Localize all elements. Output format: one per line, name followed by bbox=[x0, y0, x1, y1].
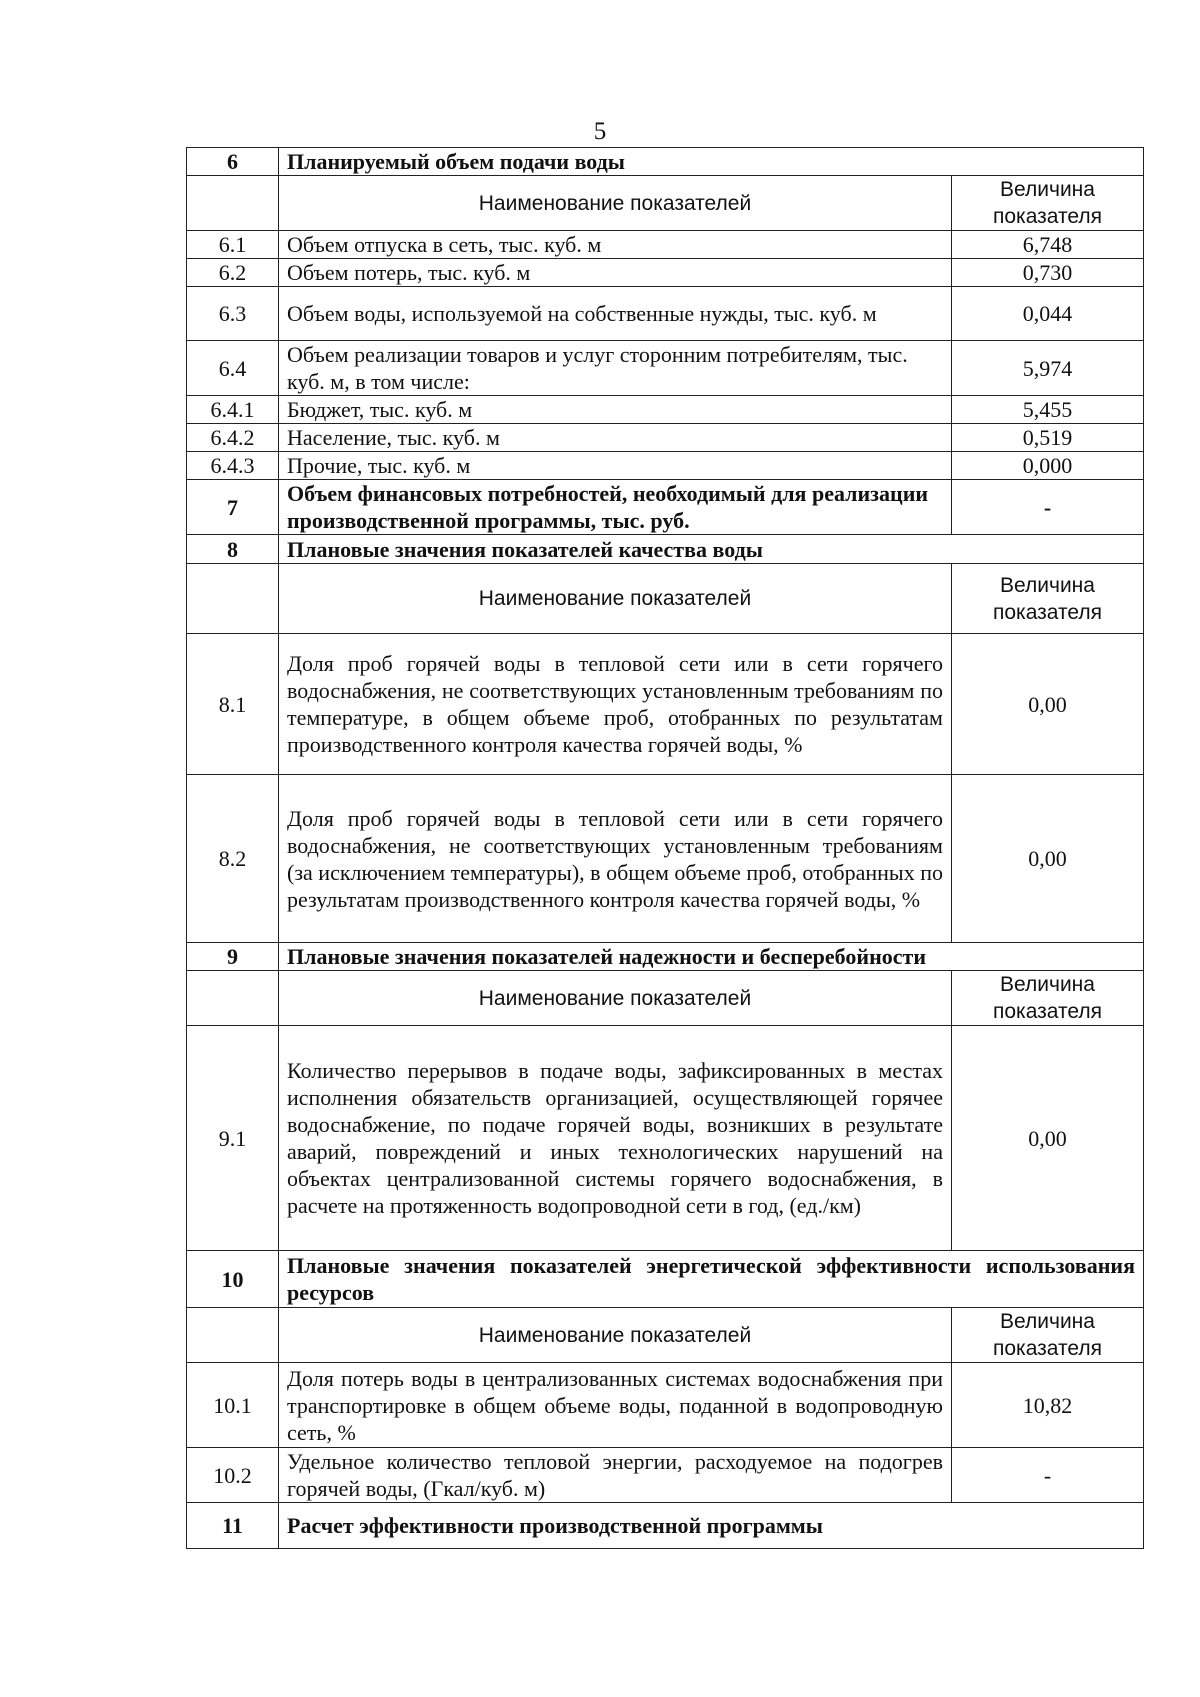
row-value: 0,000 bbox=[951, 452, 1143, 480]
row-value: 10,82 bbox=[951, 1363, 1143, 1448]
column-header-value: Величина показателя bbox=[951, 176, 1143, 231]
table-row bbox=[187, 1448, 1144, 1503]
column-header-value: Величина показателя bbox=[951, 1308, 1143, 1363]
table-row bbox=[187, 341, 1144, 396]
section-11-row bbox=[187, 1503, 1144, 1549]
column-header-name: Наименование показателей bbox=[279, 971, 952, 1026]
section-number: 10 bbox=[187, 1251, 279, 1308]
column-header-row bbox=[187, 176, 1144, 231]
column-header-value: Величина показателя bbox=[951, 971, 1143, 1026]
row-value: 5,974 bbox=[951, 341, 1143, 396]
table-row bbox=[187, 259, 1144, 287]
section-number: 9 bbox=[187, 943, 279, 971]
section-9-row bbox=[187, 943, 1144, 971]
column-header-row bbox=[187, 564, 1144, 634]
section-7-row bbox=[187, 480, 1144, 535]
row-value: 0,730 bbox=[951, 259, 1143, 287]
column-header-name: Наименование показателей bbox=[279, 564, 952, 634]
row-name: Население, тыс. куб. м bbox=[279, 424, 952, 452]
row-value: 0,00 bbox=[951, 634, 1143, 775]
section-value: - bbox=[951, 480, 1143, 535]
page-number: 5 bbox=[593, 118, 607, 145]
table-row bbox=[187, 424, 1144, 452]
row-value: 0,519 bbox=[951, 424, 1143, 452]
row-number: 6.4.3 bbox=[187, 452, 279, 480]
row-name: Объем воды, используемой на собственные нужды, тыс. куб. м bbox=[279, 287, 952, 341]
table-row bbox=[187, 1363, 1144, 1448]
row-number: 6.4.2 bbox=[187, 424, 279, 452]
section-title: Планируемый объем подачи воды bbox=[279, 148, 1144, 176]
section-8-row bbox=[187, 535, 1144, 564]
section-title: Плановые значения показателей качества воды bbox=[279, 535, 1144, 564]
row-number: 6.2 bbox=[187, 259, 279, 287]
row-name: Объем реализации товаров и услуг сторонним потребителям, тыс. куб. м, в том числе: bbox=[279, 341, 952, 396]
section-10-row bbox=[187, 1251, 1144, 1308]
column-header-row bbox=[187, 1308, 1144, 1363]
indicators-table bbox=[186, 147, 1144, 1549]
row-number: 10.1 bbox=[187, 1363, 279, 1448]
row-name: Доля потерь воды в централизованных системах водоснабжения при транспортировке в общем объеме воды, поданной в водопроводную сеть, % bbox=[279, 1363, 952, 1448]
column-header-value: Величина показателя bbox=[951, 564, 1143, 634]
section-number: 7 bbox=[187, 480, 279, 535]
table-row bbox=[187, 775, 1144, 943]
row-value: 0,00 bbox=[951, 775, 1143, 943]
row-number: 6.4.1 bbox=[187, 396, 279, 424]
row-value: 0,044 bbox=[951, 287, 1143, 341]
row-name: Прочие, тыс. куб. м bbox=[279, 452, 952, 480]
section-title: Плановые значения показателей надежности и бесперебойности bbox=[279, 943, 1144, 971]
table-row bbox=[187, 287, 1144, 341]
row-number: 6.3 bbox=[187, 287, 279, 341]
section-number: 8 bbox=[187, 535, 279, 564]
column-header-name: Наименование показателей bbox=[279, 176, 952, 231]
row-number: 6.1 bbox=[187, 231, 279, 259]
row-number: 10.2 bbox=[187, 1448, 279, 1503]
row-name: Объем потерь, тыс. куб. м bbox=[279, 259, 952, 287]
table-row bbox=[187, 231, 1144, 259]
column-header-row bbox=[187, 971, 1144, 1026]
row-name: Количество перерывов в подаче воды, зафиксированных в местах исполнения обязательств организацией, осуществляющей горячее водоснабжение, по подаче горячей воды, возникших в результате аварий, повреждений и иных технологических нарушений на объектах централизованной системы горячего водоснабжения, в расчете на протяженность водопроводной сети в год, (ед./км) bbox=[279, 1026, 952, 1251]
row-value: 5,455 bbox=[951, 396, 1143, 424]
section-title: Расчет эффективности производственной программы bbox=[279, 1503, 1144, 1549]
row-number: 9.1 bbox=[187, 1026, 279, 1251]
table-row bbox=[187, 634, 1144, 775]
section-number: 11 bbox=[187, 1503, 279, 1549]
row-value: - bbox=[951, 1448, 1143, 1503]
row-name: Бюджет, тыс. куб. м bbox=[279, 396, 952, 424]
row-value: 0,00 bbox=[951, 1026, 1143, 1251]
section-number: 6 bbox=[187, 148, 279, 176]
row-name: Доля проб горячей воды в тепловой сети или в сети горячего водоснабжения, не соответствующих установленным требованиям (за исключением температуры), в общем объеме проб, отобранных по результатам производственного контроля качества горячей воды, % bbox=[279, 775, 952, 943]
row-value: 6,748 bbox=[951, 231, 1143, 259]
row-number: 6.4 bbox=[187, 341, 279, 396]
section-title: Плановые значения показателей энергетической эффективности использования ресурсов bbox=[279, 1251, 1144, 1308]
row-name: Доля проб горячей воды в тепловой сети или в сети горячего водоснабжения, не соответствующих установленным требованиям по температуре, в общем объеме проб, отобранных по результатам производственного контроля качества горячей воды, % bbox=[279, 634, 952, 775]
table-row bbox=[187, 396, 1144, 424]
table-row bbox=[187, 1026, 1144, 1251]
section-6-row bbox=[187, 148, 1144, 176]
section-title: Объем финансовых потребностей, необходимый для реализации производственной программы, тыс. руб. bbox=[279, 480, 952, 535]
column-header-name: Наименование показателей bbox=[279, 1308, 952, 1363]
row-name: Удельное количество тепловой энергии, расходуемое на подогрев горячей воды, (Гкал/куб. м) bbox=[279, 1448, 952, 1503]
row-name: Объем отпуска в сеть, тыс. куб. м bbox=[279, 231, 952, 259]
table-row bbox=[187, 452, 1144, 480]
row-number: 8.1 bbox=[187, 634, 279, 775]
row-number: 8.2 bbox=[187, 775, 279, 943]
